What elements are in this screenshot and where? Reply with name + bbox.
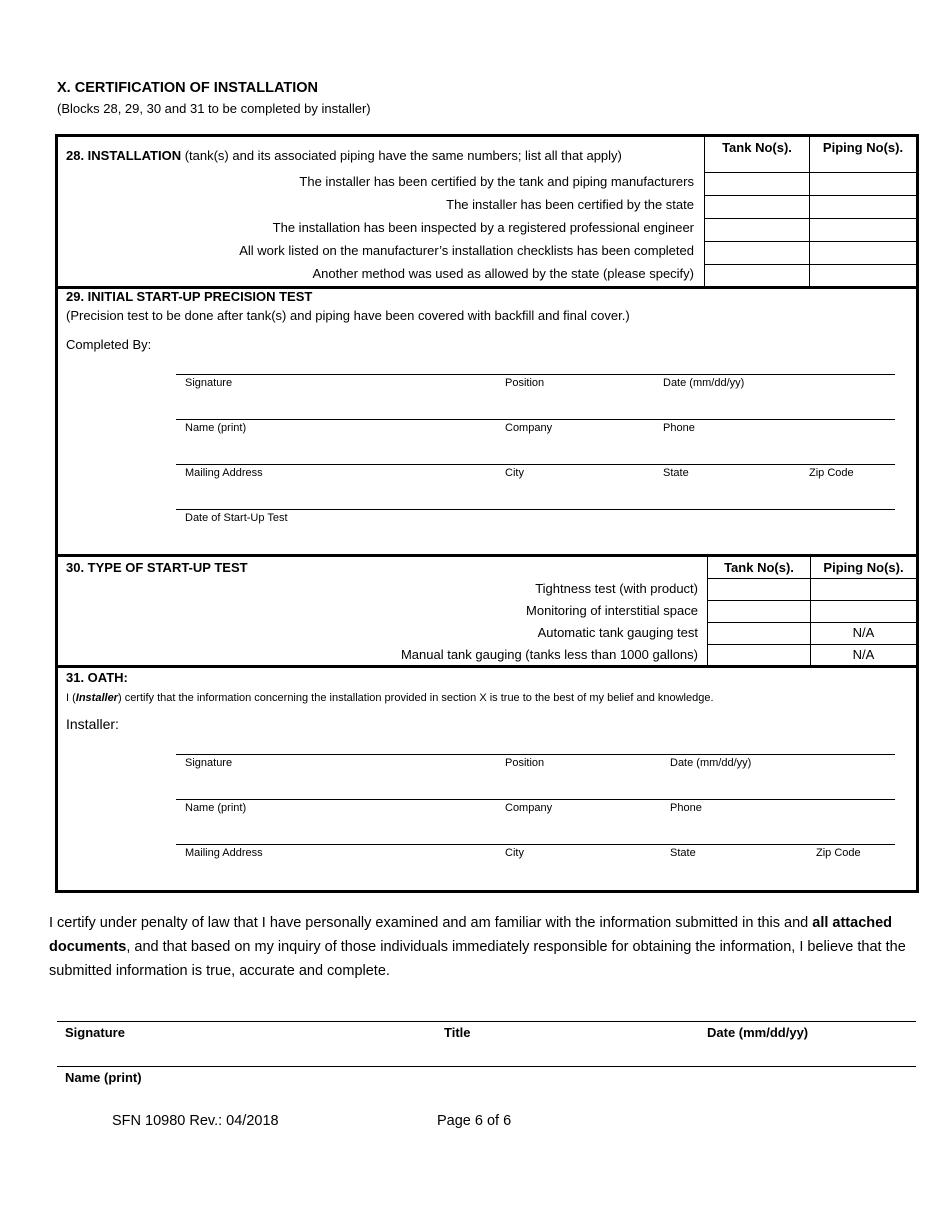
section-title: X. CERTIFICATION OF INSTALLATION (57, 80, 318, 96)
block28-row: The installer has been certified by the tank and piping manufacturers (299, 174, 694, 189)
field-label-state: State (663, 467, 689, 479)
field-label-position: Position (505, 377, 545, 389)
final-title-label: Title (444, 1025, 471, 1040)
tank-input[interactable] (706, 174, 807, 194)
final-name-line[interactable] (57, 1066, 916, 1067)
certification-statement: I certify under penalty of law that I have personally examined and am familiar with the information submitted in this and all attached documents, and that based on my inquiry of those individuals immediately responsible for obtaining the information, I believe that the submitted information is true, accurate and complete. (49, 915, 906, 979)
block30-tank-header: Tank No(s). (724, 560, 794, 575)
piping-na: N/A (852, 647, 875, 662)
section-subtitle: (Blocks 28, 29, 30 and 31 to be completed by installer) (57, 101, 371, 116)
piping-na: N/A (852, 625, 875, 640)
field-label-city: City (505, 467, 524, 479)
field-label-state: State (670, 847, 696, 859)
field-label-startup-date: Date of Start-Up Test (185, 512, 288, 524)
block29-title: 29. INITIAL START-UP PRECISION TEST (66, 289, 313, 304)
field-label-signature: Signature (185, 757, 233, 769)
oath-text: I (Installer) certify that the information concerning the installation provided in section X is true to the best of my belief and knowledge. (66, 692, 714, 704)
block28-piping-header: Piping No(s). (822, 140, 904, 155)
block28-row: All work listed on the manufacturer’s installation checklists has been completed (239, 243, 694, 258)
field-label-company: Company (505, 422, 553, 434)
block30-piping-header: Piping No(s). (823, 560, 904, 575)
field-label-phone: Phone (663, 422, 695, 434)
block28-row: The installer has been certified by the state (446, 197, 694, 212)
block28-heading: 28. INSTALLATION (tank(s) and its associated piping have the same numbers; list all that apply) (66, 148, 622, 163)
field-label-mailing: Mailing Address (185, 847, 263, 859)
piping-input[interactable] (811, 266, 914, 285)
tank-input[interactable] (709, 602, 809, 621)
field-label-name: Name (print) (185, 802, 247, 814)
final-signature-label: Signature (65, 1025, 125, 1040)
address-line[interactable] (176, 844, 895, 845)
page-number: Page 6 of 6 (437, 1113, 512, 1129)
block30-row: Tightness test (with product) (535, 581, 698, 596)
field-label-date: Date (mm/dd/yy) (663, 377, 745, 389)
piping-input[interactable] (811, 197, 914, 217)
block30-row: Automatic tank gauging test (537, 625, 698, 640)
piping-input[interactable] (811, 243, 914, 263)
certification-form-frame (55, 134, 919, 893)
form-number: SFN 10980 Rev.: 04/2018 (112, 1113, 279, 1129)
field-label-date: Date (mm/dd/yy) (670, 757, 752, 769)
field-label-zip: Zip Code (816, 847, 861, 859)
piping-input[interactable] (812, 581, 915, 599)
field-label-signature: Signature (185, 377, 233, 389)
piping-input[interactable] (811, 220, 914, 240)
tank-input[interactable] (709, 646, 809, 664)
field-label-phone: Phone (670, 802, 702, 814)
block28-row: The installation has been inspected by a registered professional engineer (272, 220, 694, 235)
address-line[interactable] (176, 464, 895, 465)
signature-line[interactable] (176, 374, 895, 375)
block30-title: 30. TYPE OF START-UP TEST (66, 560, 248, 575)
final-date-label: Date (mm/dd/yy) (707, 1025, 809, 1040)
piping-input[interactable] (812, 603, 915, 621)
tank-input[interactable] (706, 243, 807, 263)
final-name-label: Name (print) (65, 1070, 142, 1085)
block30-row: Manual tank gauging (tanks less than 1000 gallons) (400, 647, 698, 662)
tank-input[interactable] (706, 197, 807, 217)
field-label-position: Position (505, 757, 545, 769)
completed-by-label: Completed By: (66, 337, 152, 352)
installer-label: Installer: (66, 716, 119, 732)
field-label-city: City (505, 847, 524, 859)
field-label-name: Name (print) (185, 422, 247, 434)
block28-row: Another method was used as allowed by the state (please specify) (312, 266, 694, 281)
block31-title: 31. OATH: (66, 670, 128, 685)
startup-date-line[interactable] (176, 509, 895, 510)
tank-input[interactable] (709, 624, 809, 643)
block28-tank-header: Tank No(s). (722, 140, 792, 155)
block29-note: (Precision test to be done after tank(s) and piping have been covered with backfill and final cover.) (66, 308, 630, 323)
field-label-mailing: Mailing Address (185, 467, 263, 479)
final-signature-line[interactable] (57, 1021, 916, 1022)
field-label-company: Company (505, 802, 553, 814)
tank-input[interactable] (706, 266, 807, 285)
tank-input[interactable] (709, 580, 809, 599)
tank-input[interactable] (706, 220, 807, 240)
field-label-zip: Zip Code (809, 467, 854, 479)
piping-input[interactable] (811, 174, 914, 194)
name-line[interactable] (176, 419, 895, 420)
name-line[interactable] (176, 799, 895, 800)
signature-line[interactable] (176, 754, 895, 755)
block30-row: Monitoring of interstitial space (526, 603, 698, 618)
